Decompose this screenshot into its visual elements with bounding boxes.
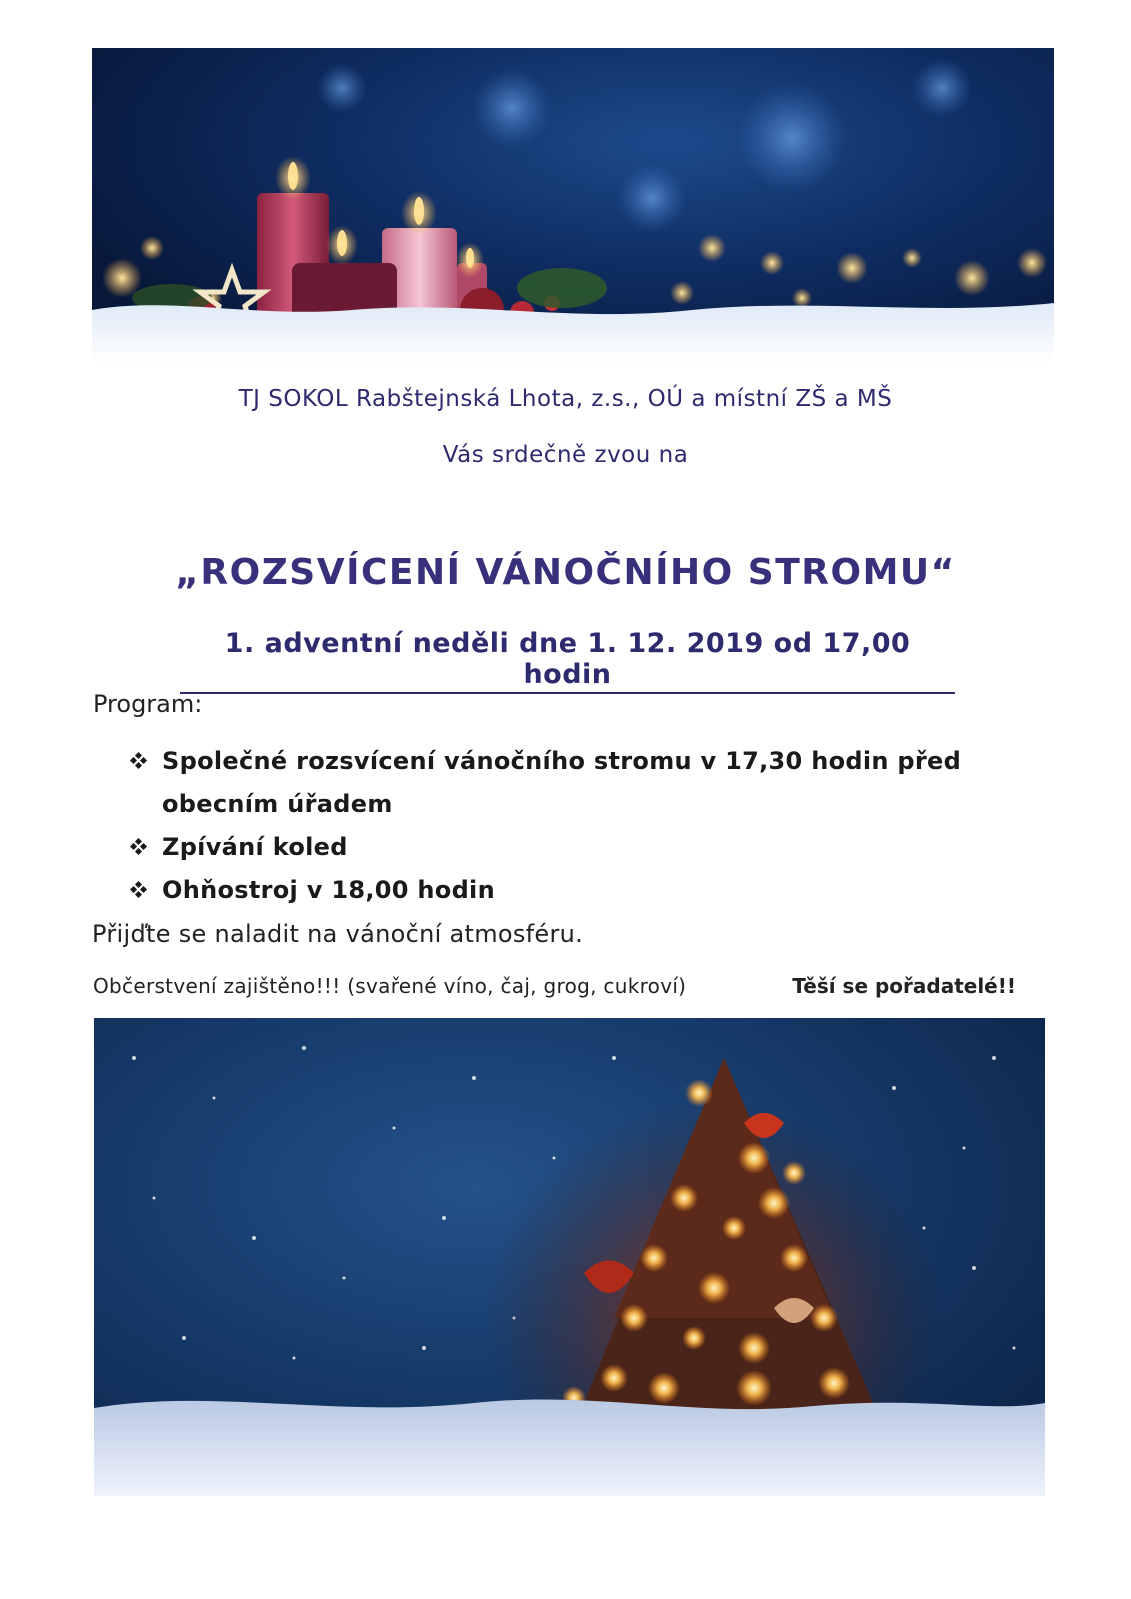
diamond-bullet-icon xyxy=(128,740,150,783)
closing-line: Přijďte se naladit na vánoční atmosféru. xyxy=(92,920,584,948)
program-item-text: Zpívání koled xyxy=(162,833,348,861)
diamond-bullet-icon xyxy=(128,869,150,912)
refreshments-note: Občerstvení zajištěno!!! (svařené víno, čaj, grog, cukroví) xyxy=(93,974,687,998)
program-list xyxy=(128,740,1028,912)
program-item xyxy=(128,740,1028,826)
event-title: „ROZSVÍCENÍ VÁNOČNÍHO STROMU“ xyxy=(175,552,956,593)
christmas-tree-illustration xyxy=(94,1018,1045,1496)
program-item-text: Ohňostroj v 18,00 hodin xyxy=(162,876,495,904)
program-item-text: Společné rozsvícení vánočního stromu v 17,30 hodin před obecním úřadem xyxy=(162,747,962,818)
christmas-tree-photo xyxy=(94,1018,1045,1496)
advent-candles-illustration xyxy=(92,48,1054,363)
program-item xyxy=(128,869,1028,912)
signoff: Těší se pořadatelé!! xyxy=(792,974,1016,998)
diamond-bullet-icon xyxy=(128,826,150,869)
event-date: 1. adventní neděli dne 1. 12. 2019 od 17,00 hodin xyxy=(180,628,955,694)
program-item xyxy=(128,826,1028,869)
advent-candles-photo xyxy=(92,48,1054,363)
organizers-line: TJ SOKOL Rabštejnská Lhota, z.s., OÚ a místní ZŠ a MŠ xyxy=(238,386,893,412)
program-label: Program: xyxy=(93,690,203,718)
invite-line: Vás srdečně zvou na xyxy=(442,442,689,468)
